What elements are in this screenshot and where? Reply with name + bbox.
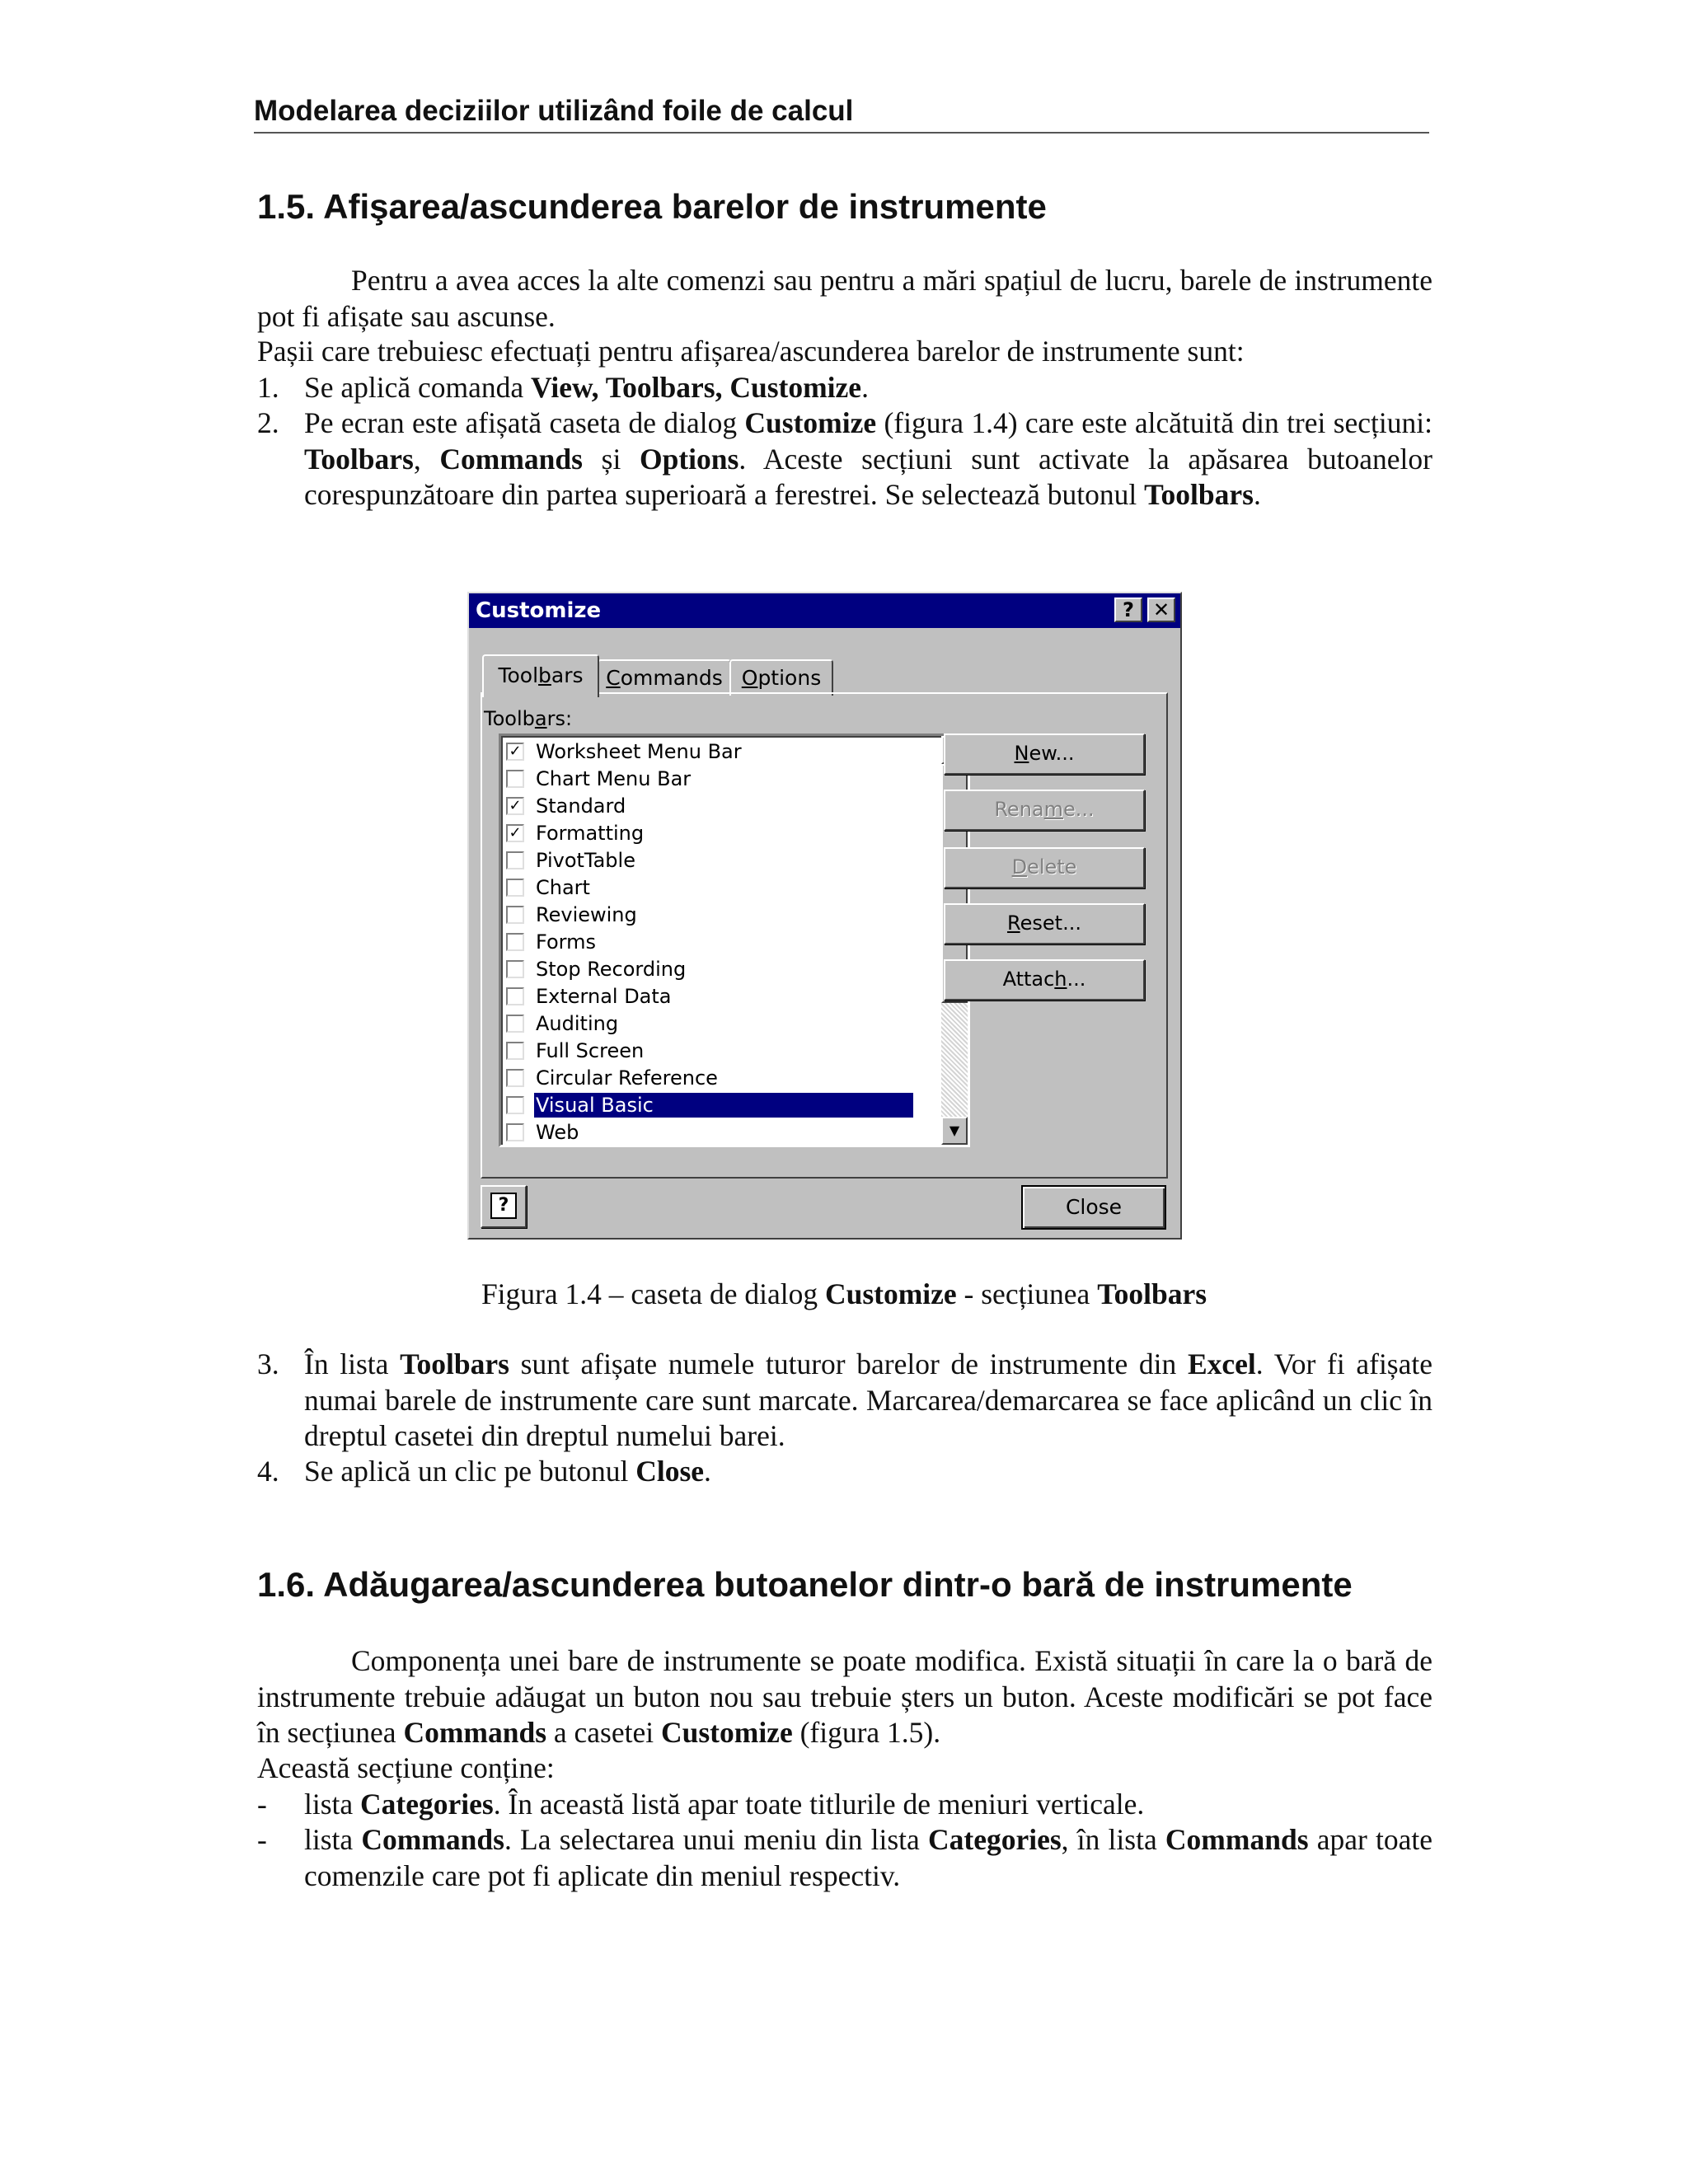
- tab-options[interactable]: Options: [729, 659, 833, 696]
- list-item-chart[interactable]: Chart: [506, 874, 913, 901]
- list-item-step-4: 4. Se aplică un clic pe butonul Close.: [257, 1454, 1432, 1490]
- checkbox[interactable]: [506, 933, 524, 951]
- checkbox[interactable]: ✓: [506, 743, 524, 761]
- list-item-stop-recording[interactable]: Stop Recording: [506, 955, 913, 982]
- checkbox[interactable]: [506, 851, 524, 869]
- list-item-pivottable[interactable]: PivotTable: [506, 846, 913, 874]
- tab-commands[interactable]: Commands: [598, 659, 731, 696]
- scroll-down-icon[interactable]: ▼: [941, 1117, 968, 1145]
- list-item-circular-reference[interactable]: Circular Reference: [506, 1064, 913, 1091]
- context-help-button[interactable]: [481, 1185, 527, 1228]
- paragraph-intro: Pentru a avea acces la alte comenzi sau pentru a mări spațiul de lucru, barele de instrumente pot fi afișate sau ascunse.: [257, 264, 1432, 333]
- list-item-standard[interactable]: ✓ Standard: [506, 792, 913, 819]
- close-button[interactable]: Close: [1021, 1185, 1166, 1230]
- checkbox[interactable]: [506, 770, 524, 788]
- bullet-commands: - lista Commands. La selectarea unui meniu din lista Categories, în lista Commands apar toate comenzile care pot fi aplicate din meniul respectiv.: [257, 1822, 1432, 1894]
- dialog-titlebar[interactable]: [469, 593, 1180, 628]
- checkbox[interactable]: [506, 1069, 524, 1087]
- help-icon[interactable]: ?: [1114, 598, 1142, 622]
- section-heading-1-6: 1.6. Adăugarea/ascunderea butoanelor dintr-o bară de instrumente: [257, 1565, 1353, 1604]
- checkbox[interactable]: [506, 987, 524, 1005]
- rename-button[interactable]: Rename...: [944, 790, 1145, 831]
- list-number: 2.: [257, 406, 279, 439]
- question-mark-icon: ?: [490, 1193, 517, 1219]
- toolbars-list-items: [506, 738, 913, 1146]
- toolbars-listbox[interactable]: [499, 733, 970, 1147]
- checkbox[interactable]: ✓: [506, 824, 524, 842]
- paragraph-steps-intro: Pașii care trebuiesc efectuați pentru afișarea/ascunderea barelor de instrumente sunt:: [257, 335, 1245, 368]
- list-number: 3.: [257, 1347, 279, 1380]
- list-item-worksheet-menu-bar[interactable]: ✓ Worksheet Menu Bar: [506, 738, 913, 765]
- checkbox[interactable]: [506, 1096, 524, 1114]
- list-item-auditing[interactable]: Auditing: [506, 1010, 913, 1037]
- paragraph-contains: Această secțiune conține:: [257, 1751, 555, 1784]
- delete-button[interactable]: Delete: [944, 847, 1145, 888]
- checkbox[interactable]: [506, 1042, 524, 1060]
- close-icon[interactable]: ✕: [1147, 598, 1175, 622]
- list-number: 1.: [257, 371, 279, 404]
- command-path: View, Toolbars, Customize: [531, 371, 862, 404]
- list-item-full-screen[interactable]: Full Screen: [506, 1037, 913, 1064]
- list-item-chart-menu-bar[interactable]: Chart Menu Bar: [506, 765, 913, 792]
- checkbox[interactable]: [506, 879, 524, 897]
- tab-toolbars[interactable]: Toolbars: [482, 654, 599, 697]
- list-item-step-3: 3. În lista Toolbars sunt afișate numele tuturor barelor de instrumente din Excel. Vor fi afișate numai barele de instrumente care sunt marcate. Marcarea/demarcarea se face aplicând un clic în dreptul casetei din dreptul numelui barei.: [257, 1347, 1432, 1455]
- list-item-forms[interactable]: Forms: [506, 928, 913, 955]
- reset-button[interactable]: Reset...: [944, 903, 1145, 944]
- list-number: 4.: [257, 1455, 279, 1488]
- bullet-dash: -: [257, 1823, 267, 1856]
- new-button[interactable]: New...: [944, 733, 1145, 775]
- dialog-title: Customize: [476, 598, 602, 623]
- checkbox[interactable]: [506, 906, 524, 924]
- checkbox[interactable]: [506, 1015, 524, 1033]
- bullet-dash: -: [257, 1788, 267, 1821]
- list-item-web[interactable]: Web: [506, 1118, 913, 1146]
- toolbars-list-label: Toolbars:: [484, 707, 573, 730]
- list-item-step-1: 1. Se aplică comanda View, Toolbars, Customize.: [257, 370, 1432, 406]
- figure-caption: Figura 1.4 – caseta de dialog Customize - secțiunea Toolbars: [481, 1277, 1207, 1310]
- list-item-visual-basic[interactable]: Visual Basic: [506, 1091, 913, 1118]
- checkbox[interactable]: [506, 1123, 524, 1141]
- checkbox[interactable]: ✓: [506, 797, 524, 815]
- list-item-reviewing[interactable]: Reviewing: [506, 901, 913, 928]
- section-heading-1-5: 1.5. Afişarea/ascunderea barelor de instrumente: [257, 187, 1047, 226]
- list-item-step-2: 2. Pe ecran este afișată caseta de dialog Customize (figura 1.4) care este alcătuită din trei secțiuni: Toolbars, Commands și Options. Aceste secțiuni sunt activate la apăsarea butoanelor corespunzătoare din partea superioară a ferestrei. Se selectează butonul Toolbars.: [257, 405, 1432, 513]
- bullet-categories: - lista Categories. În această listă apar toate titlurile de meniuri verticale.: [257, 1787, 1432, 1823]
- paragraph-components: Componența unei bare de instrumente se poate modifica. Există situații în care la o bară de instrumente trebuie adăugat un buton nou sau trebuie șters un buton. Aceste modificări se pot face în secțiunea Commands a casetei Customize (figura 1.5).: [257, 1644, 1432, 1749]
- checkbox[interactable]: [506, 960, 524, 978]
- attach-button[interactable]: Attach...: [944, 959, 1145, 1001]
- customize-dialog: [467, 592, 1182, 1240]
- list-item-external-data[interactable]: External Data: [506, 982, 913, 1010]
- page-header: Modelarea deciziilor utilizând foile de calcul: [254, 91, 1429, 134]
- list-item-formatting[interactable]: ✓ Formatting: [506, 819, 913, 846]
